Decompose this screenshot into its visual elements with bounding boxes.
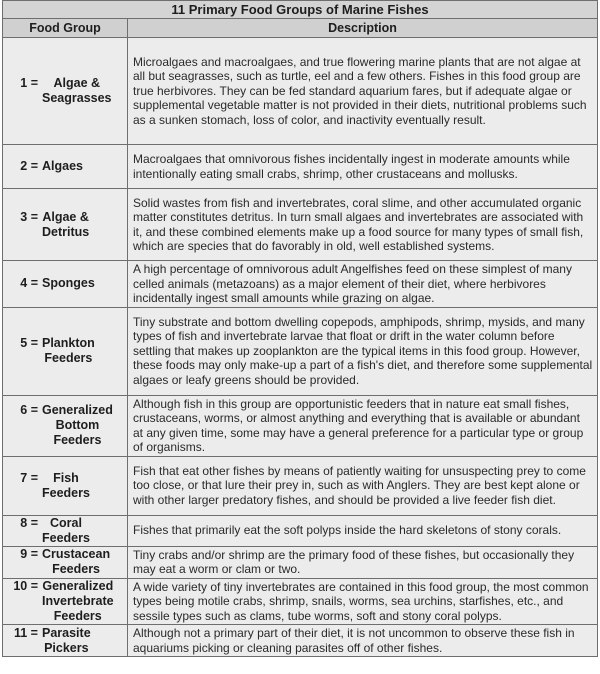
food-group-description: Macroalgaes that omnivorous fishes incidentally ingest in moderate amounts while intentionally eating small crabs, shrimp, other crustaceans and mollusks. xyxy=(128,145,598,189)
food-group-number: 8 = xyxy=(20,515,38,530)
food-group-name xyxy=(42,579,114,624)
food-group-cell xyxy=(3,307,128,395)
food-group-number: 4 = xyxy=(20,276,38,291)
food-group-name-line: Crustacean xyxy=(42,547,111,561)
food-group-label xyxy=(7,76,125,106)
food-group-name xyxy=(42,516,90,546)
food-group-description: Fish that eat other fishes by means of patiently waiting for unsuspecting prey to come too close, or that lure their prey in, such as with Anglers. They are best kept alone or with other larger predatory fishes, and should be provided a live feeder fish diet. xyxy=(128,456,598,515)
food-group-name-line: Feeders xyxy=(53,433,102,447)
food-group-number: 2 = xyxy=(20,159,38,173)
table-row xyxy=(3,189,598,261)
food-group-name-line: Fish xyxy=(53,470,79,485)
food-group-cell xyxy=(3,625,128,657)
table-row xyxy=(3,38,598,145)
food-group-description: Tiny substrate and bottom dwelling copepods, amphipods, shrimp, mysids, and many types of fish and invertebrate larvae that float or drift in the water column before settling that makes up zooplankton are the typical items in this food group. However, these foods may only make-up a part of a fish's diet, and therefore some supplemental algaes or leafy greens should be provided. xyxy=(128,307,598,395)
food-group-label xyxy=(7,471,125,501)
table-row xyxy=(3,145,598,189)
food-group-name xyxy=(42,210,89,240)
food-group-name-line: Invertebrate xyxy=(42,593,114,608)
food-group-name-line: Algaes xyxy=(42,159,83,173)
table-title: 11 Primary Food Groups of Marine Fishes xyxy=(2,0,598,18)
food-group-cell xyxy=(3,189,128,261)
food-group-number: 11 = xyxy=(14,625,38,640)
food-group-description: Although fish in this group are opportunistic feeders that in nature eat small fishes, crustaceans, worms, or almost anything and everything that is available or abundant at any given time, some may have a general preference for a particular type or group of organisms. xyxy=(128,395,598,456)
food-group-name-line: Sponges xyxy=(42,276,95,291)
food-group-number: 3 = xyxy=(20,209,38,224)
food-group-name xyxy=(42,403,113,448)
food-group-label xyxy=(7,336,125,366)
food-group-name-line: Feeders xyxy=(52,562,101,576)
food-group-label xyxy=(7,276,125,291)
food-group-description: Tiny crabs and/or shrimp are the primary food of these fishes, but occasionally they may eat a worm or clam or two. xyxy=(128,546,598,578)
food-group-description: Microalgaes and macroalgaes, and true flowering marine plants that are not algae at all but seagrasses, such as turtle, eel and a few others. Fishes in this food group are true herbivores. They can be fed standard aquarium fares, but if adequate algae or supplemental vegetable matter is not provided in their diets, nutritional problems such as a sunken stomach, loss of color, and inactivity eventually result. xyxy=(128,38,598,145)
table-row xyxy=(3,546,598,578)
food-group-description: Fishes that primarily eat the soft polyps inside the hard skeletons of stony corals. xyxy=(128,515,598,546)
food-group-cell xyxy=(3,456,128,515)
food-group-name-line: Feeders xyxy=(42,485,90,500)
food-group-number: 7 = xyxy=(20,470,38,485)
table-row xyxy=(3,625,598,657)
food-group-name-line: Algae & xyxy=(53,76,101,90)
food-group-number: 6 = xyxy=(20,403,38,417)
food-group-cell xyxy=(3,395,128,456)
food-group-name xyxy=(42,547,110,577)
food-group-number: 9 = xyxy=(20,547,38,561)
food-group-label xyxy=(7,403,125,448)
food-group-cell xyxy=(3,515,128,546)
table-row xyxy=(3,456,598,515)
food-group-description: A wide variety of tiny invertebrates are contained in this food group, the most common types being motile crabs, shrimp, snails, worms, sea urchins, starfishes, etc., and sessile types such as clams, tube worms, soft and stony coral polyps. xyxy=(128,578,598,625)
table-row xyxy=(3,261,598,308)
food-group-name xyxy=(42,471,90,501)
food-group-label xyxy=(7,516,125,546)
food-group-name-line: Feeders xyxy=(44,351,93,365)
food-group-name-line: Generalized xyxy=(42,403,113,417)
food-group-name-line: Feeders xyxy=(42,530,90,545)
food-group-name xyxy=(42,76,112,106)
header-row xyxy=(3,19,598,38)
food-group-name-line: Algae & xyxy=(42,209,89,224)
food-group-name-line: Pickers xyxy=(44,640,89,655)
column-header-description: Description xyxy=(128,19,598,38)
food-group-label xyxy=(7,547,125,577)
food-group-cell xyxy=(3,546,128,578)
food-group-name xyxy=(42,626,91,656)
food-group-number: 10 = xyxy=(13,578,38,593)
food-group-name xyxy=(42,276,95,291)
food-group-cell xyxy=(3,38,128,145)
food-group-name-line: Parasite xyxy=(42,625,91,640)
table-row xyxy=(3,578,598,625)
food-group-description: Solid wastes from fish and invertebrates, coral slime, and other accumulated organic matter constitutes detritus. In turn small algaes and invertebrates are associated with it, and these combined elements make up a food source for many types of small fish, which are species that do favorably in old, well established systems. xyxy=(128,189,598,261)
food-group-name-line: Bottom xyxy=(55,418,100,432)
food-group-cell xyxy=(3,578,128,625)
food-group-label xyxy=(7,159,125,174)
table-row xyxy=(3,395,598,456)
food-group-name-line: Coral xyxy=(50,515,82,530)
food-group-label xyxy=(7,210,125,240)
food-group-name xyxy=(42,336,95,366)
food-group-description: Although not a primary part of their diet, it is not uncommon to observe these fish in aquariums picking or cleaning parasites off of other fishes. xyxy=(128,625,598,657)
food-group-number: 5 = xyxy=(20,336,38,350)
food-group-number: 1 = xyxy=(20,76,38,90)
food-group-cell xyxy=(3,261,128,308)
food-group-cell xyxy=(3,145,128,189)
food-group-name-line: Plankton xyxy=(42,336,95,350)
food-group-name-line: Feeders xyxy=(53,608,102,623)
food-group-label xyxy=(7,579,125,624)
food-group-name xyxy=(42,159,83,174)
food-group-label xyxy=(7,626,125,656)
food-group-description: A high percentage of omnivorous adult Angelfishes feed on these simplest of many celled animals (metazoans) as a major element of their diet, where herbivores incidentally ingest small amounts while grazing on algae. xyxy=(128,261,598,308)
column-header-food-group: Food Group xyxy=(3,19,128,38)
food-group-name-line: Generalized xyxy=(42,578,114,593)
table-row xyxy=(3,515,598,546)
table-row xyxy=(3,307,598,395)
table-body xyxy=(3,38,598,657)
food-groups-table xyxy=(2,18,598,657)
food-group-name-line: Seagrasses xyxy=(42,91,112,105)
food-group-name-line: Detritus xyxy=(42,224,90,239)
